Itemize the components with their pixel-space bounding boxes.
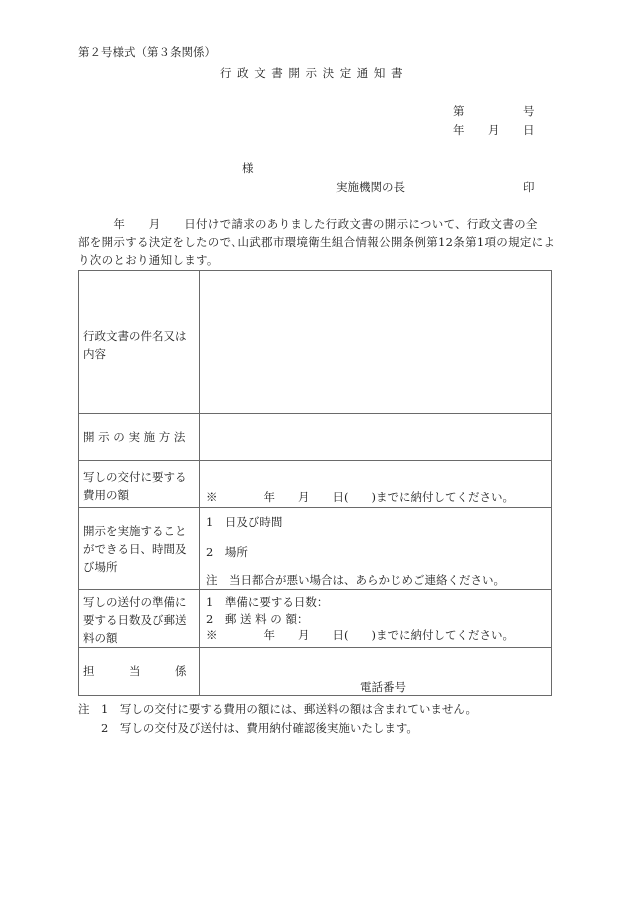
label-cell (79, 271, 200, 414)
label-cell (79, 414, 200, 461)
payment-deadline: ※ 年 月 日( )までに納付してください。 (206, 490, 514, 504)
sender-name: 実施機関の長 (336, 180, 405, 194)
footnotes (78, 700, 477, 738)
label-line: 行政文書の件名又は (83, 329, 187, 343)
label-line: 開 示 の 実 施 方 法 (83, 430, 186, 444)
intro-line: り次のとおり通知します。 (78, 253, 219, 267)
label-cell (79, 648, 200, 696)
schedule-value-cell[interactable] (200, 508, 552, 590)
intro-line: 年 月 日付けで請求のありました行政文書の開示について、行政文書の全 (78, 217, 538, 231)
contact-value-cell[interactable] (200, 648, 552, 696)
label-cell (79, 590, 200, 648)
label-line: 料の額 (83, 631, 118, 645)
issue-date-year: 年 (453, 123, 465, 137)
schedule-datetime: 1 日及び時間 (206, 515, 283, 529)
label-line: 費用の額 (83, 488, 129, 502)
copy-fee-value-cell[interactable] (200, 461, 552, 508)
label-line: 写しの送付の準備に (83, 595, 187, 609)
table-row-subject (79, 271, 552, 414)
addressee-honorific: 様 (242, 161, 254, 175)
label-line: 内容 (83, 347, 106, 361)
footnote: 注 1 写しの交付に要する費用の額には、郵送料の額は含まれていません。 (78, 702, 478, 716)
schedule-place: 2 場所 (206, 545, 248, 559)
table-row-mailing (79, 590, 552, 648)
intro-line: 部を開示する決定をしたので､山武郡市環境衛生組合情報公開条例第12条第1項の規定によ (78, 235, 556, 249)
schedule-note: 注 当日都合が悪い場合は、あらかじめご連絡ください。 (206, 573, 505, 587)
method-value-cell[interactable] (200, 414, 552, 461)
prep-days: 1 準備に要する日数： (206, 595, 329, 609)
table-row-schedule (79, 508, 552, 590)
table-row-copy-fee (79, 461, 552, 508)
label-line: 担 当 係 (83, 664, 187, 678)
footnote: 2 写しの交付及び送付は、費用納付確認後実施いたします。 (78, 721, 418, 735)
subject-value-cell[interactable] (200, 271, 552, 414)
label-line: び場所 (83, 560, 118, 574)
label-cell (79, 461, 200, 508)
doc-number-suffix: 号 (523, 104, 535, 118)
doc-number-prefix: 第 (453, 104, 465, 118)
label-line: 要する日数及び郵送 (83, 613, 187, 627)
mailing-value-cell[interactable] (200, 590, 552, 648)
form-number: 第２号様式（第３条関係） (78, 45, 216, 59)
document-title: 行政文書開示決定通知書 (220, 66, 409, 80)
payment-deadline: ※ 年 月 日( )までに納付してください。 (206, 628, 514, 642)
label-line: ができる日、時間及 (83, 542, 187, 556)
seal-mark: 印 (523, 180, 535, 194)
intro-paragraph (78, 215, 556, 269)
issue-date-month: 月 (488, 123, 500, 137)
phone-number-label: 電話番号 (360, 680, 406, 694)
label-line: 写しの交付に要する (83, 470, 187, 484)
notice-table (78, 270, 552, 696)
label-line: 開示を実施すること (83, 524, 187, 538)
table-row-method (79, 414, 552, 461)
table-row-contact (79, 648, 552, 696)
issue-date-day: 日 (523, 123, 535, 137)
postage-amount: 2 郵 送 料 の 額： (206, 612, 309, 626)
label-cell (79, 508, 200, 590)
